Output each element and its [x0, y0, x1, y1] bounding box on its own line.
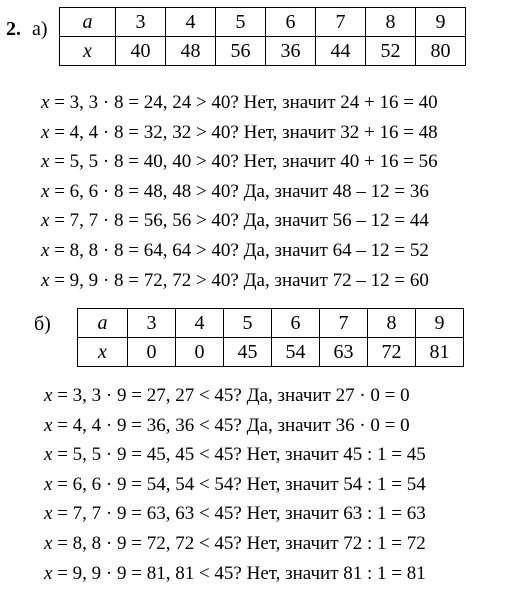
line-text: = 8, 8 · 9 = 72, 72 < 45? Нет, значит 72 : 1 = 72 — [52, 532, 426, 554]
task-number: 2. — [6, 18, 21, 40]
part-b-solution-lines — [44, 381, 426, 588]
table-row-x — [78, 338, 464, 367]
line-text: = 5, 5 · 8 = 40, 40 > 40? Нет, значит 40 + 16 = 56 — [49, 151, 438, 173]
variable-x: x — [41, 180, 50, 202]
part-a-solution-lines — [41, 88, 438, 295]
table-cell: 40 — [116, 37, 166, 66]
solution-line — [41, 118, 438, 148]
variable-x: x — [44, 503, 53, 525]
table-cell: 63 — [320, 338, 368, 367]
line-text: = 7, 7 · 8 = 56, 56 > 40? Да, значит 56 – 12 = 44 — [49, 210, 429, 232]
table-cell: 6 — [266, 8, 316, 37]
solution-line — [41, 88, 438, 118]
table-cell: 5 — [216, 8, 266, 37]
solution-line — [41, 236, 438, 266]
variable-x: x — [44, 414, 53, 436]
table-cell: 48 — [166, 37, 216, 66]
line-text: = 5, 5 · 9 = 45, 45 < 45? Нет, значит 45 : 1 = 45 — [52, 444, 426, 466]
line-text: = 6, 6 · 9 = 54, 54 < 54? Нет, значит 54 : 1 = 54 — [52, 473, 426, 495]
solution-line — [41, 266, 438, 296]
solution-line — [41, 177, 438, 207]
variable-x: x — [44, 444, 53, 466]
table-cell: 56 — [216, 37, 266, 66]
part-a-label: а) — [32, 18, 48, 40]
variable-x: x — [41, 121, 50, 143]
table-cell: 54 — [272, 338, 320, 367]
table-cell: 7 — [320, 309, 368, 338]
variable-x: x — [41, 269, 50, 291]
table-cell: 72 — [368, 338, 416, 367]
row-header-a: a — [60, 8, 116, 37]
solution-line — [41, 206, 438, 236]
table-row-a — [60, 8, 466, 37]
table-cell: 36 — [266, 37, 316, 66]
line-text: = 9, 9 · 9 = 81, 81 < 45? Нет, значит 81 : 1 = 81 — [52, 562, 426, 584]
variable-x: x — [44, 532, 53, 554]
line-text: = 3, 3 · 9 = 27, 27 < 45? Да, значит 27 · 0 = 0 — [52, 385, 410, 406]
solution-line — [44, 381, 426, 411]
table-cell: 5 — [224, 309, 272, 338]
table-cell: 4 — [176, 309, 224, 338]
solution-line — [44, 559, 426, 589]
variable-x: x — [41, 239, 50, 261]
solution-line — [44, 470, 426, 500]
solution-line — [44, 529, 426, 559]
line-text: = 8, 8 · 8 = 64, 64 > 40? Да, значит 64 – 12 = 52 — [49, 239, 429, 261]
line-text: = 4, 4 · 9 = 36, 36 < 45? Да, значит 36 · 0 = 0 — [52, 414, 410, 436]
table-cell: 8 — [366, 8, 416, 37]
variable-x: x — [41, 210, 50, 232]
line-text: = 7, 7 · 9 = 63, 63 < 45? Нет, значит 63 : 1 = 63 — [52, 503, 426, 525]
variable-x: x — [44, 562, 53, 584]
part-b-label: б) — [34, 313, 51, 335]
variable-x: x — [44, 473, 53, 495]
part-b-table — [77, 308, 464, 367]
table-cell: 52 — [366, 37, 416, 66]
table-cell: 4 — [166, 8, 216, 37]
table-cell: 8 — [368, 309, 416, 338]
row-header-x: x — [78, 338, 128, 367]
table-cell: 3 — [116, 8, 166, 37]
table-cell: 0 — [176, 338, 224, 367]
table-cell: 45 — [224, 338, 272, 367]
line-text: = 4, 4 · 8 = 32, 32 > 40? Нет, значит 32 + 16 = 48 — [49, 121, 438, 143]
solution-line — [41, 147, 438, 177]
table-cell: 3 — [128, 309, 176, 338]
table-cell: 81 — [416, 338, 464, 367]
table-cell: 9 — [416, 309, 464, 338]
solution-line — [44, 499, 426, 529]
part-a-table — [59, 7, 466, 66]
row-header-a: a — [78, 309, 128, 338]
variable-x: x — [41, 151, 50, 173]
table-cell: 44 — [316, 37, 366, 66]
table-row-x — [60, 37, 466, 66]
solution-line — [44, 440, 426, 470]
row-header-x: x — [60, 37, 116, 66]
variable-x: x — [44, 385, 53, 406]
table-cell: 6 — [272, 309, 320, 338]
variable-x: x — [41, 92, 50, 113]
table-cell: 0 — [128, 338, 176, 367]
table-row-a — [78, 309, 464, 338]
table-cell: 80 — [416, 37, 466, 66]
line-text: = 3, 3 · 8 = 24, 24 > 40? Нет, значит 24 + 16 = 40 — [49, 92, 438, 113]
line-text: = 9, 9 · 8 = 72, 72 > 40? Да, значит 72 – 12 = 60 — [49, 269, 429, 291]
table-cell: 7 — [316, 8, 366, 37]
line-text: = 6, 6 · 8 = 48, 48 > 40? Да, значит 48 – 12 = 36 — [49, 180, 429, 202]
table-cell: 9 — [416, 8, 466, 37]
solution-line — [44, 411, 426, 441]
